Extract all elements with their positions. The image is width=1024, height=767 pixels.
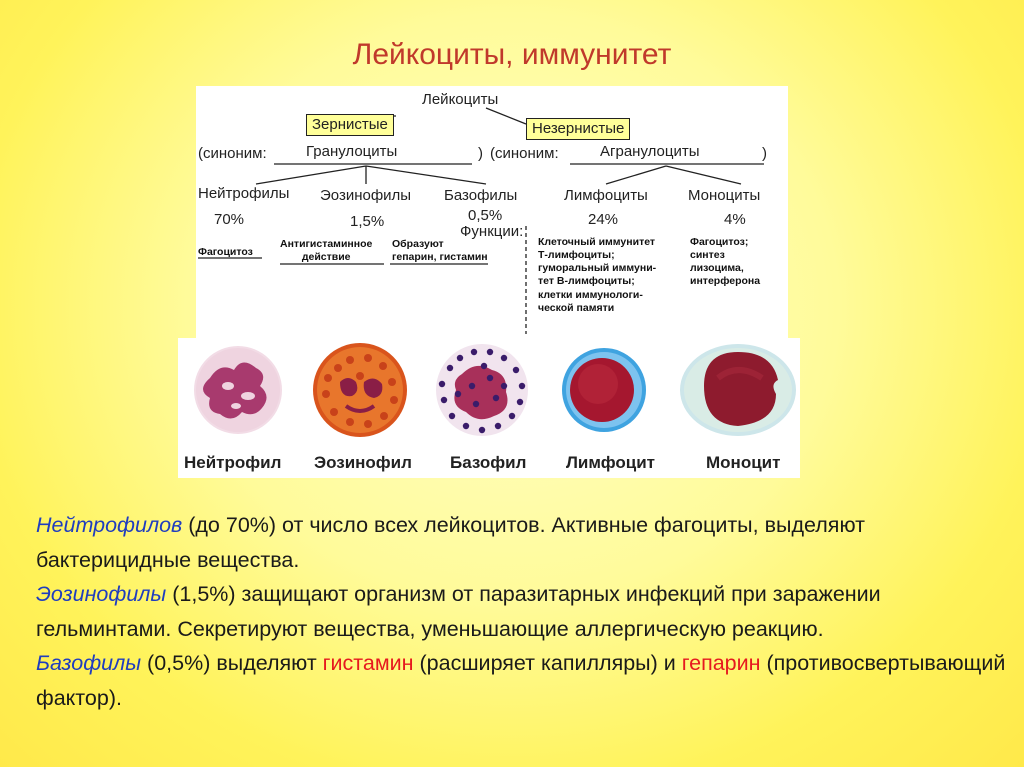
basophils-percent: 0,5% xyxy=(468,207,503,224)
lymphocytes-function-line: гуморальный иммуни- xyxy=(538,262,657,275)
granular-box: Зернистые xyxy=(306,114,394,136)
lymphocyte-label: Лимфоцит xyxy=(566,453,655,472)
branch-neutrophils xyxy=(256,166,366,184)
branch-basophils xyxy=(366,166,486,184)
basophils-function-line: Образуют xyxy=(392,238,444,250)
neutrophil-image xyxy=(194,346,282,434)
lymphocytes-percent: 24% xyxy=(588,211,619,228)
monocyte-label: Моноцит xyxy=(706,453,781,472)
monocytes-function-line: Фагоцитоз; xyxy=(690,236,749,248)
synonym-suffix-right: ) xyxy=(762,145,767,162)
lymphocytes-function xyxy=(538,236,656,315)
lymphocytes-function-line: ческой памяти xyxy=(538,301,615,314)
connector-root-right xyxy=(486,108,526,124)
eosinophils-percent: 1,5% xyxy=(350,213,385,230)
leukocyte-classification-diagram xyxy=(196,86,788,338)
basophils-function xyxy=(392,238,488,264)
heparin-term: гепарин xyxy=(681,651,761,675)
lymphocytes-function-line: Т-лимфоциты; xyxy=(538,249,615,262)
basophils-term: Базофилы xyxy=(36,651,142,675)
synonym-suffix-left: ) xyxy=(478,145,483,162)
neutrophils-percent: 70% xyxy=(214,211,245,228)
agranulocytes-label: Агранулоциты xyxy=(600,143,700,160)
eosinophils-description: (1,5%) защищают организм от паразитарных инфекций при заражении гельминтами. Секретируют вещества, уменьшающие аллергическую реакцию. xyxy=(36,582,881,641)
monocytes-function-line: синтез xyxy=(690,249,725,262)
monocytes-name: Моноциты xyxy=(688,187,761,204)
monocytes-function-line: интерферона xyxy=(690,275,761,288)
neutrophils-term: Нейтрофилов xyxy=(36,513,183,537)
neutrophils-function: Фагоцитоз xyxy=(198,246,253,258)
branch-monocytes xyxy=(666,166,741,184)
eosinophils-function-line: Антигистаминное xyxy=(280,238,373,250)
lymphocytes-name: Лимфоциты xyxy=(564,187,648,204)
agranular-box: Незернистые xyxy=(526,118,630,140)
eosinophils-name: Эозинофилы xyxy=(320,187,412,204)
neutrophil-label: Нейтрофил xyxy=(184,453,282,472)
lymphocyte-image xyxy=(562,348,646,432)
basophils-function-line: гепарин, гистамин xyxy=(392,251,488,264)
monocytes-function xyxy=(690,236,760,289)
monocytes-function-line: лизоцима, xyxy=(690,262,744,275)
neutrophils-description: (до 70%) от число всех лейкоцитов. Активные фагоциты, выделяют бактерицидные вещества. xyxy=(36,513,865,572)
lymphocytes-function-line: Клеточный иммунитет xyxy=(538,236,656,248)
granulocytes-label: Гранулоциты xyxy=(306,143,398,160)
monocyte-image xyxy=(680,344,796,436)
lymphocytes-function-line: тет В-лимфоциты; xyxy=(538,275,635,288)
basophils-paragraph xyxy=(36,646,1006,715)
eosinophils-function-line: действие xyxy=(301,251,351,264)
basophil-image xyxy=(436,344,528,436)
histamine-term: гистамин xyxy=(322,651,414,675)
root-label: Лейкоциты xyxy=(422,91,499,108)
lymphocytes-function-line: клетки иммунологи- xyxy=(538,288,643,301)
synonym-prefix-left: (синоним: xyxy=(198,145,267,162)
eosinophil-label: Эозинофил xyxy=(314,453,412,472)
functions-label: Функции: xyxy=(460,223,524,240)
monocytes-percent: 4% xyxy=(724,211,746,228)
basophils-name: Базофилы xyxy=(444,187,518,204)
basophils-description-3: (противосвертывающий фактор). xyxy=(36,651,1006,710)
basophils-description-1: (0,5%) выделяют xyxy=(141,651,323,675)
eosinophils-paragraph xyxy=(36,577,1006,646)
synonym-prefix-right: (синоним: xyxy=(490,145,559,162)
eosinophils-term: Эозинофилы xyxy=(36,582,167,606)
basophils-description-2: (расширяет капилляры) и xyxy=(413,651,682,675)
description-text xyxy=(36,508,1006,715)
neutrophils-paragraph xyxy=(36,508,1006,577)
slide-title: Лейкоциты, иммунитет xyxy=(352,38,672,71)
eosinophil-image xyxy=(313,343,407,437)
branch-lymphocytes xyxy=(606,166,666,184)
basophil-label: Базофил xyxy=(450,453,527,472)
eosinophils-function xyxy=(280,238,372,264)
neutrophils-name: Нейтрофилы xyxy=(198,185,290,202)
cell-images-panel xyxy=(178,338,800,478)
